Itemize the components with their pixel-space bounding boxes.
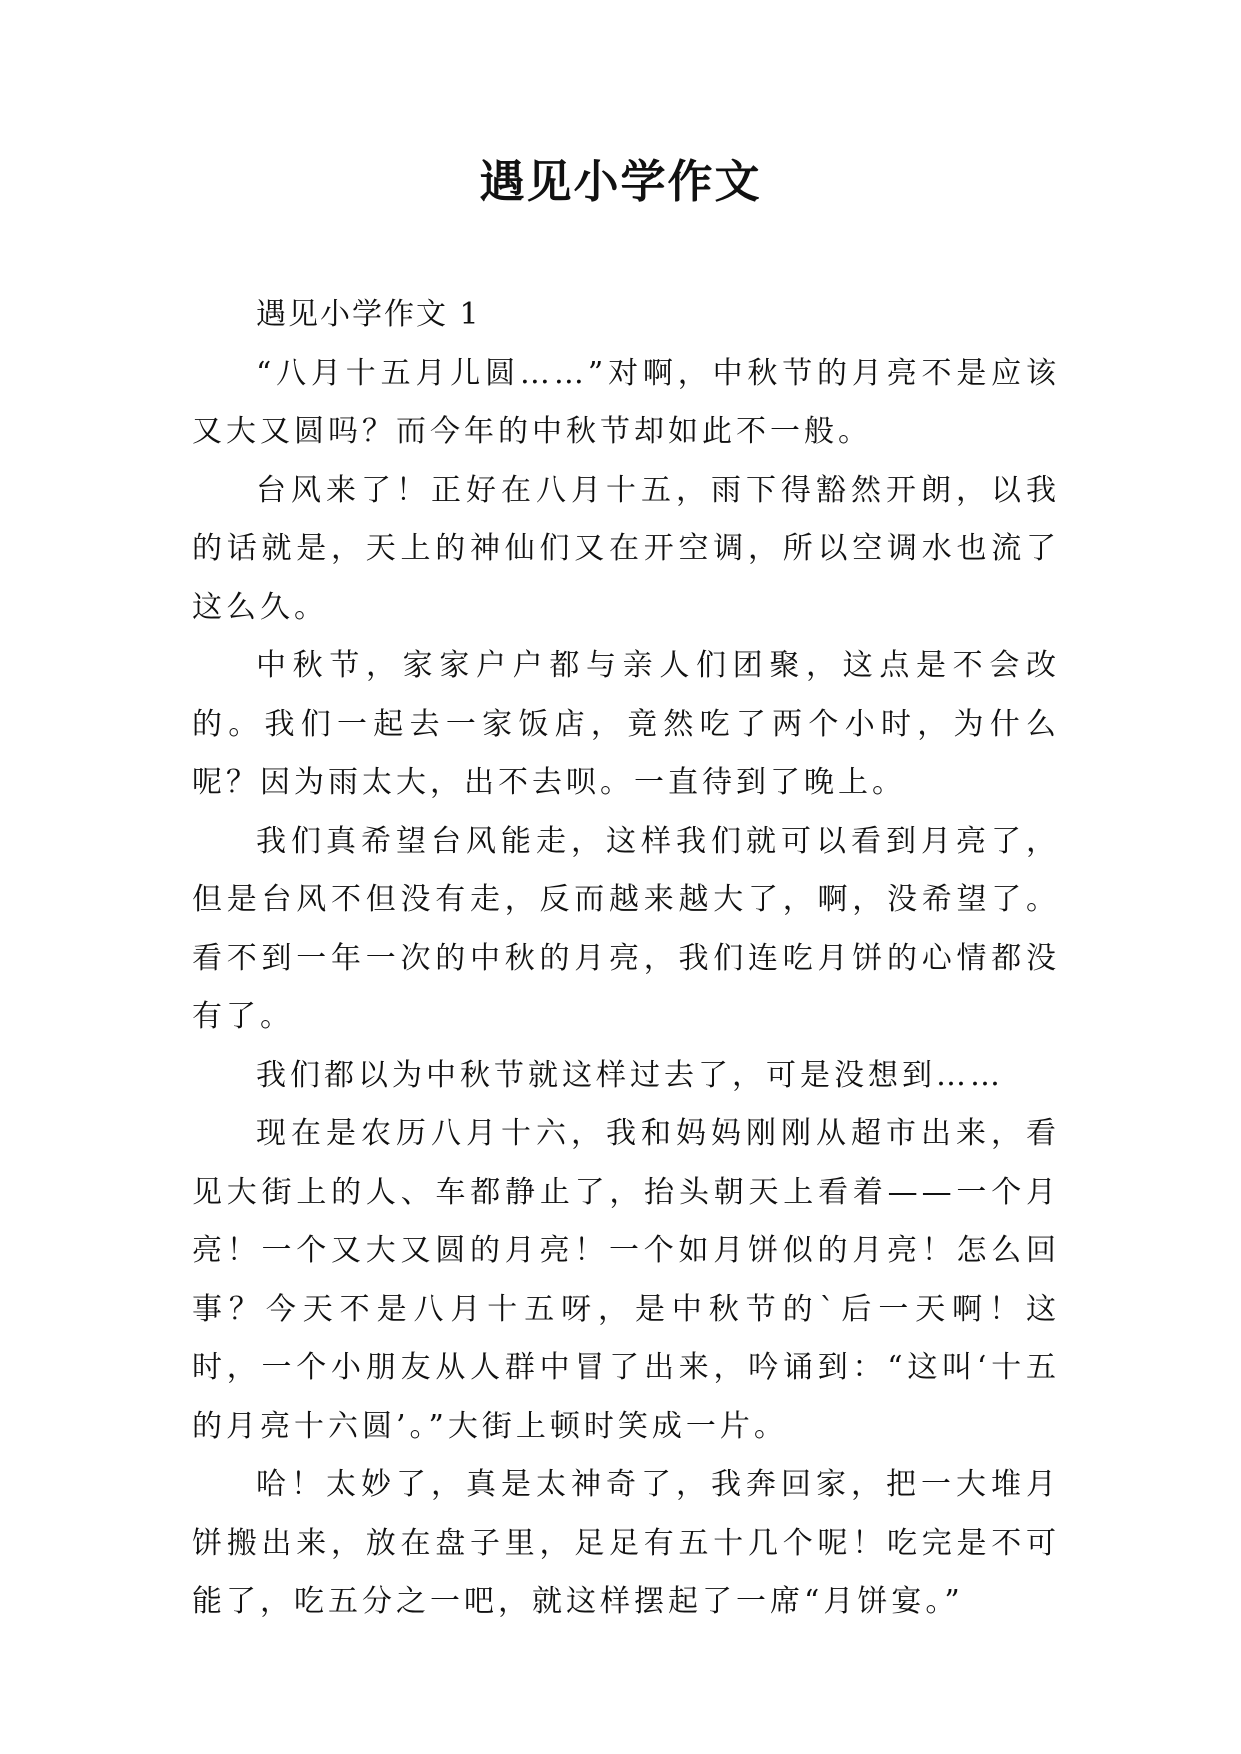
- paragraph-5: 我们都以为中秋节就这样过去了，可是没想到……: [256, 1057, 1004, 1093]
- paragraph-2: 台风来了！正好在八月十五，雨下得豁然开朗，以我的话就是，天上的神仙们又在开空调，所以空调水也流了这么久。: [192, 472, 1060, 625]
- paragraph-1: “八月十五月儿圆……”对啊，中秋节的月亮不是应该又大又圆吗？而今年的中秋节却如此不一般。: [192, 355, 1060, 449]
- section-heading: 遇见小学作文 1: [256, 297, 481, 332]
- paragraph-4: 我们真希望台风能走，这样我们就可以看到月亮了，但是台风不但没有走，反而越来越大了，啊，没希望了。看不到一年一次的中秋的月亮，我们连吃月饼的心情都没有了。: [192, 823, 1060, 1034]
- document-title: 遇见小学作文: [479, 155, 762, 208]
- paragraph-7: 哈！太妙了，真是太神奇了，我奔回家，把一大堆月饼搬出来，放在盘子里，足足有五十几个呢！吃完是不可能了，吃五分之一吧，就这样摆起了一席“月饼宴。”: [192, 1467, 1060, 1619]
- document-body: [192, 286, 1060, 1632]
- paragraph-6: 现在是农历八月十六，我和妈妈刚刚从超市出来，看见大街上的人、车都静止了，抬头朝天上看着——一个月亮！一个又大又圆的月亮！一个如月饼似的月亮！怎么回事？今天不是八月十五呀，是中秋节的`后一天啊！这时，一个小朋友从人群中冒了出来，吟诵到：“这叫‘十五的月亮十六圆’。”大街上顿时笑成一片。: [192, 1116, 1060, 1444]
- paragraph-3: 中秋节，家家户户都与亲人们团聚，这点是不会改的。我们一起去一家饭店，竟然吃了两个小时，为什么呢？因为雨太大，出不去呗。一直待到了晚上。: [192, 648, 1060, 800]
